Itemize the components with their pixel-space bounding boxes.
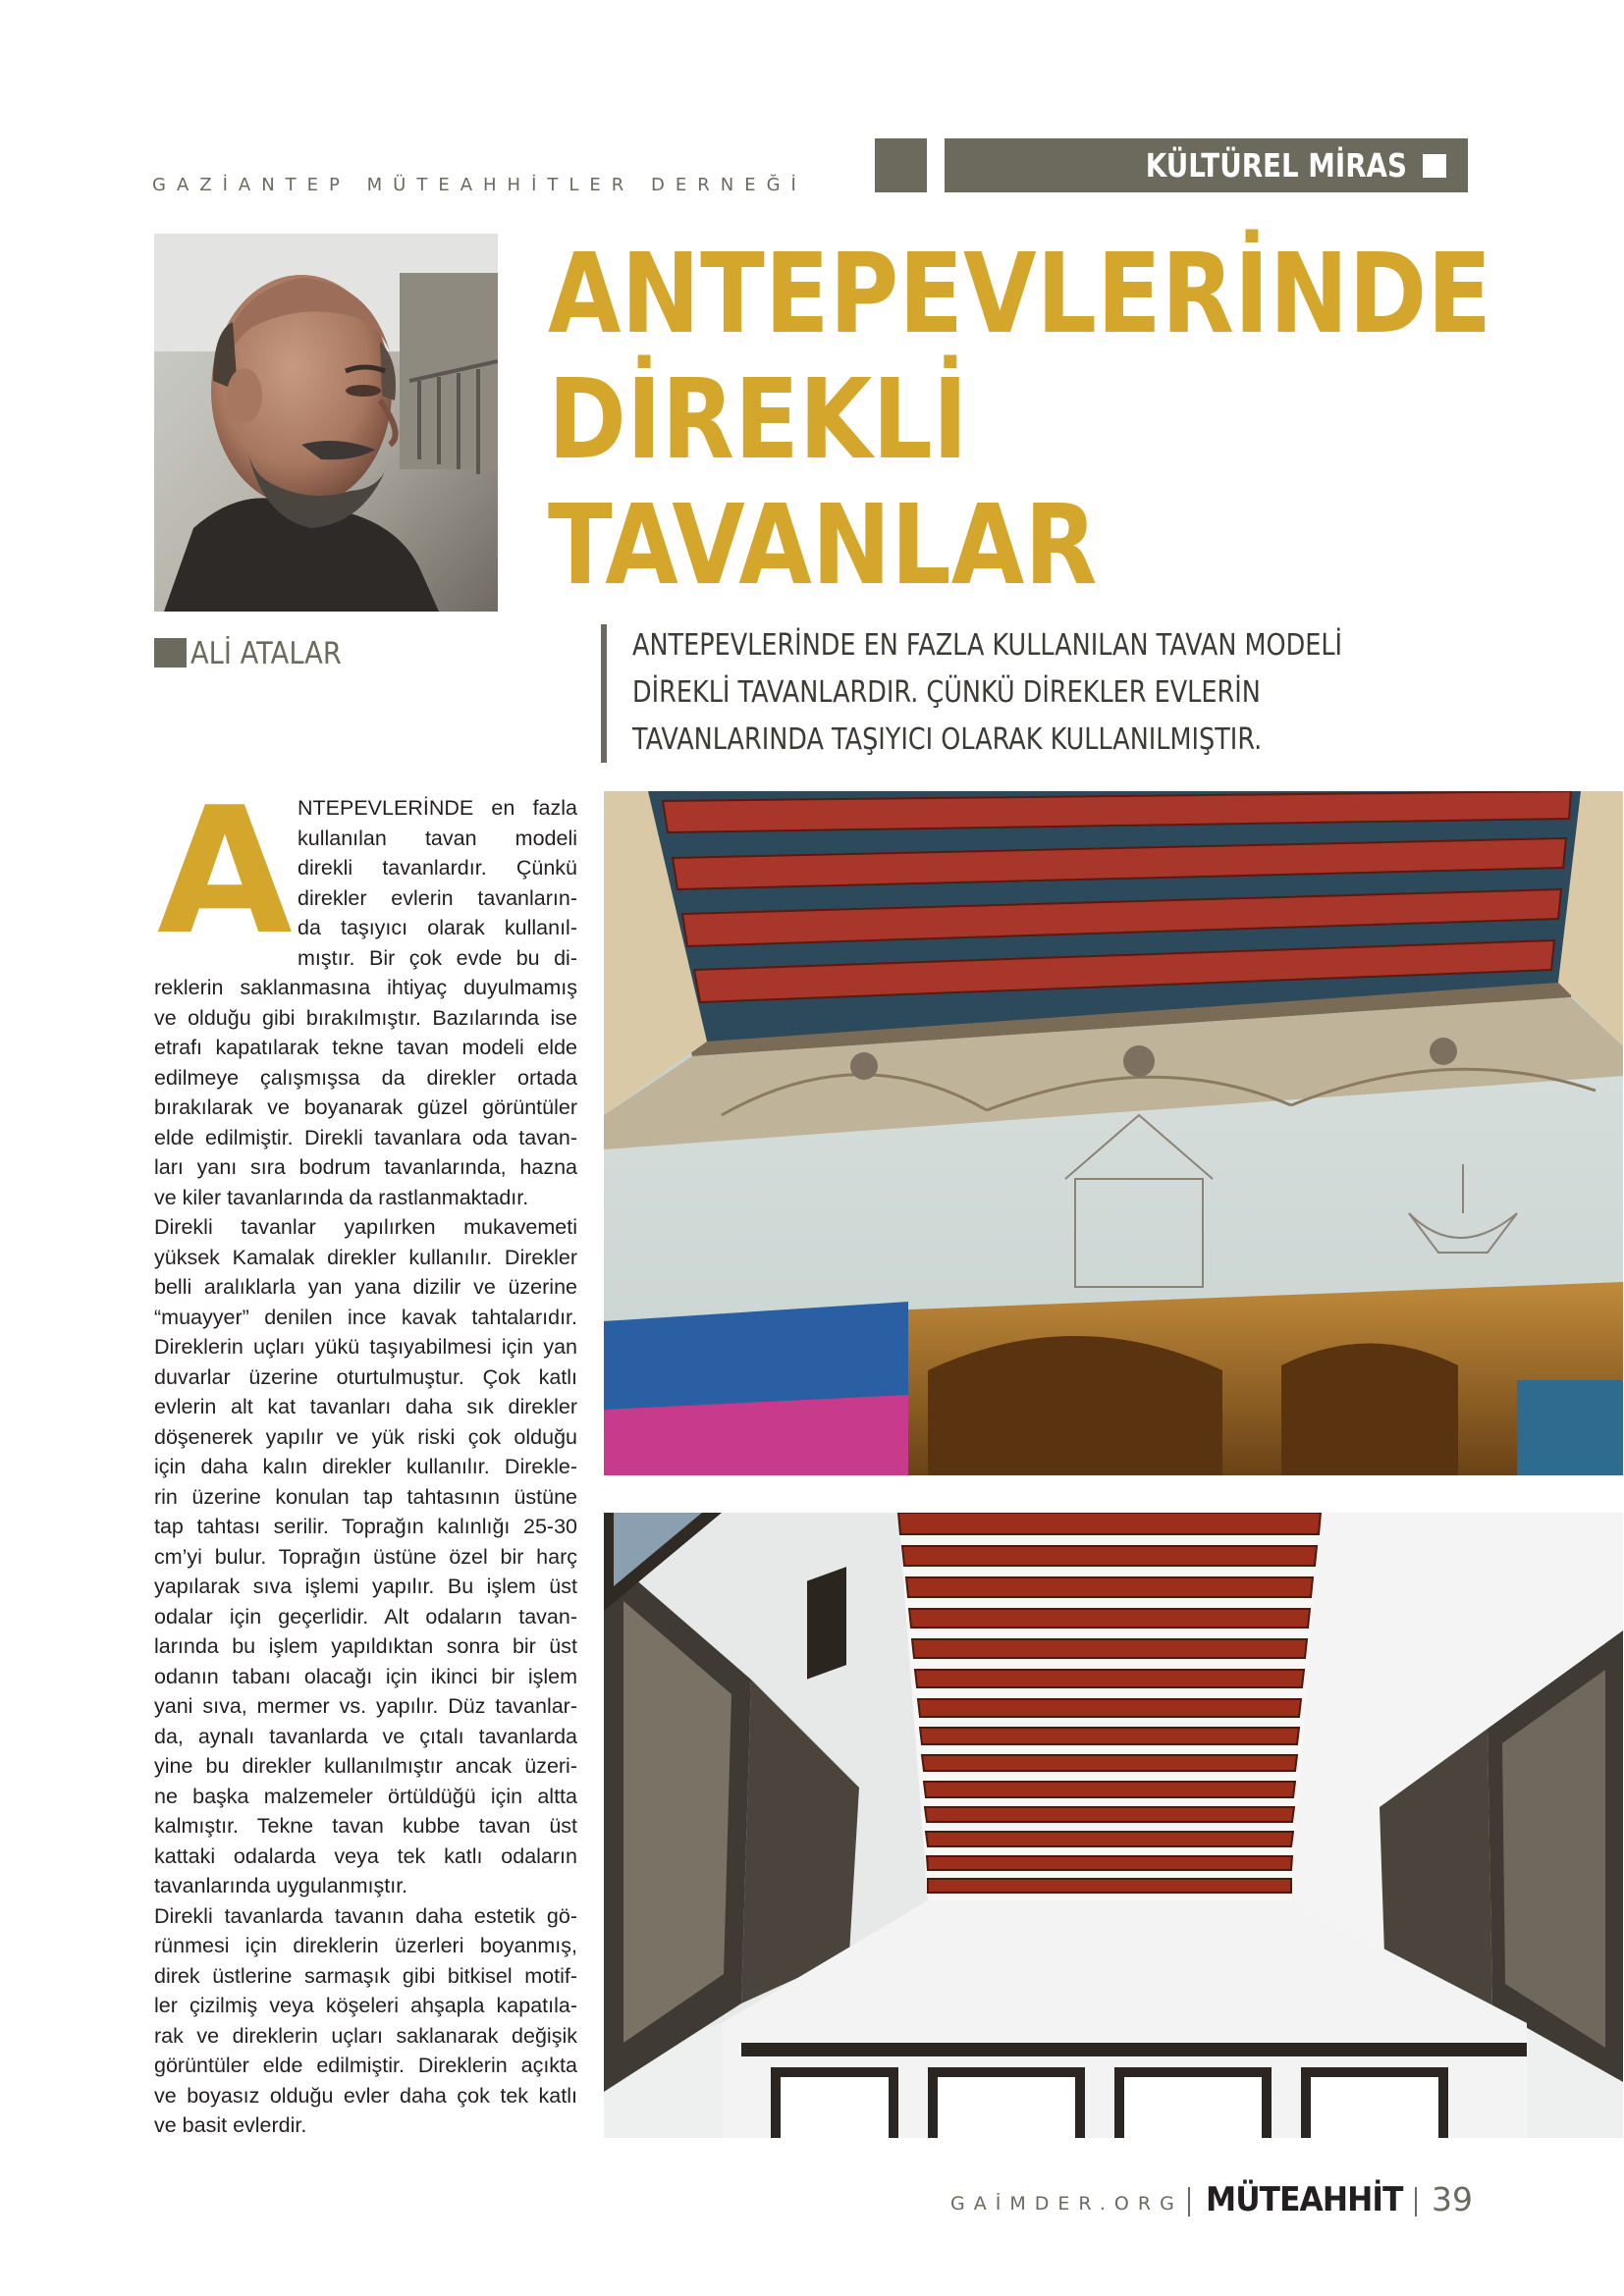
body-line: larında bu işlem yapıldıktan sonra bir üst: [154, 1634, 577, 1658]
body-line: NTEPEVLERİNDE en fazla: [298, 796, 577, 820]
body-line: ve boyasız olduğu evler daha çok tek katlı: [154, 2083, 577, 2108]
page-number: 39: [1432, 2180, 1473, 2218]
body-line: edilmeye çalışmışsa da direkler ortada: [154, 1065, 577, 1090]
section-square-icon: [1423, 154, 1446, 178]
body-line: da taşıyıcı olarak kullanıl-: [298, 916, 577, 939]
body-line: kalmıştır. Tekne tavan kubbe tavan üst: [154, 1814, 577, 1838]
body-line: ve kiler tavanlarında da rastlanmaktadır.: [154, 1185, 529, 1209]
body-line: bırakılarak ve boyanarak güzel görüntüler: [154, 1095, 577, 1119]
body-line: Direklerin uçları yükü taşıyabilmesi için yan: [154, 1335, 577, 1359]
lead-line: TAVANLARINDA TAŞIYICI OLARAK KULLANILMIŞTIR.: [632, 722, 1263, 757]
article-body: [154, 793, 577, 2141]
body-line: ları yanı sıra bodrum tavanlarında, hazna: [154, 1155, 577, 1179]
photo-painted-ceiling: [604, 791, 1623, 1475]
body-line: görüntüler elde edilmiştir. Direklerin açıkta: [154, 2054, 577, 2077]
lead-bar: [601, 624, 607, 763]
body-line: Direkli tavanlarda tavanın daha estetik gö-: [154, 1903, 577, 1928]
footer-separator: [1415, 2187, 1417, 2216]
body-line: ne başka malzemeler örtüldüğü için altta: [154, 1784, 577, 1808]
footer-site: GAİMDER.ORG: [950, 2193, 1183, 2215]
title-line-2: DİREKLİ: [548, 356, 968, 484]
body-line: elde edilmiştir. Direkli tavanlara oda tavan-: [154, 1125, 577, 1149]
body-line: cm’yi bulur. Toprağın üstüne özel bir harç: [154, 1544, 577, 1569]
body-line: odanın tabanı olacağı için ikinci bir işlem: [154, 1664, 577, 1688]
body-line: evlerin alt kat tavanları daha sık direkler: [154, 1395, 577, 1418]
body-line: belli aralıklarla yan yana dizilir ve üzerine: [154, 1275, 577, 1299]
body-line: ve basit evlerdir.: [154, 2113, 307, 2137]
lead-line: DİREKLİ TAVANLARDIR. ÇÜNKÜ DİREKLER EVLERİN: [632, 675, 1261, 710]
footer-separator: [1188, 2187, 1190, 2216]
body-line: kullanılan tavan modeli: [298, 826, 577, 850]
article-title: [548, 232, 1491, 609]
body-line: kattaki odalarda veya tek katlı odaların: [154, 1843, 577, 1868]
body-line: reklerin saklanmasına ihtiyaç duyulmamış: [154, 976, 577, 999]
body-line: döşenerek yapılır ve yük riski çok olduğu: [154, 1424, 577, 1449]
body-line: rünmesi için direklerin üzerleri boyanmış,: [154, 1934, 577, 1957]
body-line: direkli tavanlardır. Çünkü: [298, 856, 577, 880]
section-band: [945, 138, 1468, 192]
body-line: etrafı kapatılarak tekne tavan modeli elde: [154, 1036, 577, 1059]
title-line-1: ANTEPEVLERİNDE: [548, 231, 1492, 358]
footer-brand-logo: MÜTEAHHİT: [1206, 2180, 1403, 2219]
author-name: ALİ ATALAR: [190, 636, 342, 671]
body-line: mıştır. Bir çok evde bu di-: [298, 945, 577, 970]
lead-paragraph: [632, 622, 1343, 764]
author-square-icon: [154, 638, 187, 667]
lead-line: ANTEPEVLERİNDE EN FAZLA KULLANILAN TAVAN MODELİ: [632, 628, 1343, 663]
body-line: direkler evlerin tavanların-: [298, 885, 577, 910]
body-line: rak ve direklerin uçları saklanarak değişik: [154, 2023, 577, 2048]
title-line-3: TAVANLAR: [548, 482, 1098, 610]
body-line: yapılarak sıva işlemi yapılır. Bu işlem üst: [154, 1575, 577, 1598]
drop-cap: A: [157, 770, 293, 973]
photo-beamed-ceiling: [604, 1513, 1623, 2138]
body-line: ler çizilmiş veya köşeleri ahşapla kapatıla-: [154, 1994, 577, 2017]
body-line: ve olduğu gibi bırakılmıştır. Bazılarında ise: [154, 1005, 577, 1030]
body-line: Direkli tavanlar yapılırken mukavemeti: [154, 1215, 577, 1239]
body-line: tap tahtası serilir. Toprağın kalınlığı 25-30: [154, 1515, 577, 1538]
body-line: direk üstlerine sarmaşık gibi bitkisel motif-: [154, 1963, 577, 1988]
association-name: GAZİANTEP MÜTEAHHİTLER DERNEĞİ: [152, 175, 807, 195]
section-label: KÜLTÜREL MİRAS: [1145, 146, 1407, 185]
body-line: “muayyer” denilen ince kavak tahtalarıdır.: [154, 1305, 577, 1329]
header-square-decoration: [875, 138, 927, 192]
body-line: yine bu direkler kullanılmıştır ancak üzeri-: [154, 1754, 577, 1778]
author-portrait: [154, 234, 498, 612]
body-line: yüksek Kamalak direkler kullanılır. Direkler: [154, 1245, 577, 1269]
body-line: rin üzerine konulan tap tahtasının üstüne: [154, 1484, 577, 1509]
body-line: duvarlar üzerine oturtulmuştur. Çok katlı: [154, 1364, 577, 1389]
body-line: da, aynalı tavanlarda ve çıtalı tavanlarda: [154, 1724, 577, 1748]
body-line: odalar için geçerlidir. Alt odaların tavan-: [154, 1604, 577, 1629]
body-line: için daha kalın direkler kullanılır. Direkle-: [154, 1455, 577, 1478]
body-line: yani sıva, mermer vs. yapılır. Düz tavanlar-: [154, 1694, 577, 1718]
body-line: tavanlarında uygulanmıştır.: [154, 1874, 408, 1897]
